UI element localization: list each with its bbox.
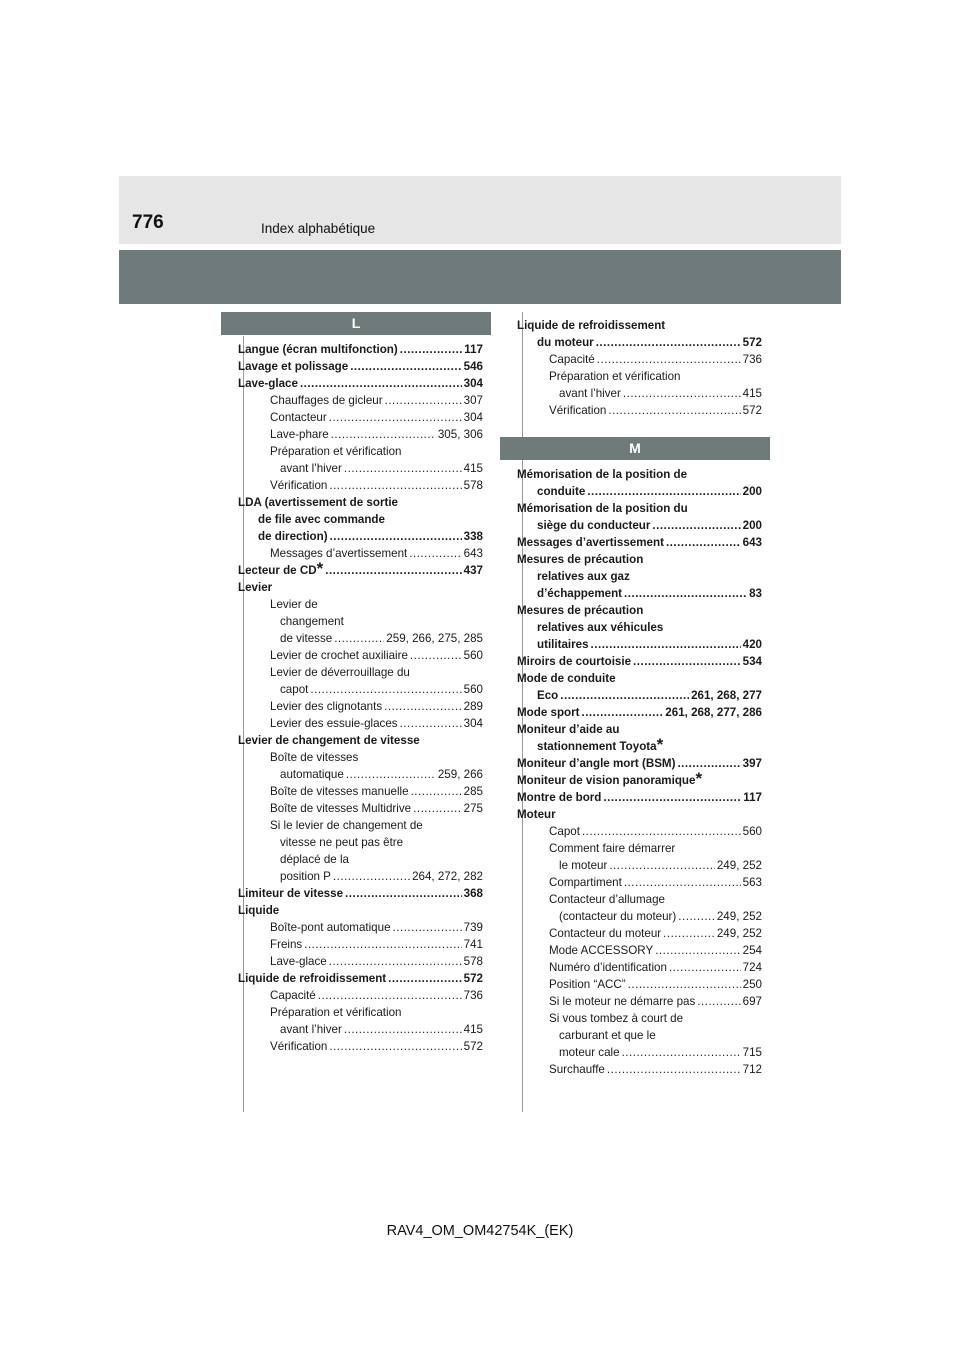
index-entry-text: Messages d’avertissement — [270, 547, 408, 560]
index-entry-text: (contacteur du moteur) — [559, 910, 677, 923]
index-entry-page: 643 — [463, 547, 483, 560]
index-leader-dots — [669, 959, 741, 976]
section-L-entries — [238, 335, 483, 1055]
index-entry — [517, 687, 762, 704]
index-leader-dots — [333, 868, 410, 885]
index-entry: Moniteur de vision panoramique * — [517, 769, 703, 788]
index-entry-text: Chauffages de gicleur — [270, 394, 383, 407]
index-leader-dots — [344, 460, 462, 477]
index-entry — [517, 636, 762, 653]
index-entry-text: Boîte-pont automatique — [270, 921, 391, 934]
index-leader-dots — [652, 517, 740, 534]
index-leader-dots — [663, 925, 715, 942]
index-entry-text: moteur cale — [559, 1046, 620, 1059]
index-entry-page: 200 — [742, 485, 762, 498]
index-entry-page: 560 — [742, 825, 762, 838]
index-entry — [517, 670, 762, 687]
index-entry-page: 200 — [742, 519, 762, 532]
index-entry — [238, 953, 483, 970]
index-leader-dots — [582, 823, 741, 840]
index-entry-text: Mesures de précaution — [517, 553, 644, 566]
index-entry-page: 578 — [463, 479, 483, 492]
index-entry-text: Vérification — [270, 479, 328, 492]
index-entry-text: LDA (avertissement de sortie — [238, 496, 399, 509]
index-entry-text: carburant et que le — [559, 1029, 656, 1042]
index-entry — [238, 800, 483, 817]
index-entry — [517, 993, 762, 1010]
index-entry — [238, 970, 483, 987]
index-entry-text: d’échappement — [537, 587, 623, 600]
index-entry-text: Moteur — [517, 808, 556, 821]
index-entry-text: Eco — [537, 689, 559, 702]
index-leader-dots — [318, 987, 462, 1004]
index-entry-page: 415 — [742, 387, 762, 400]
index-entry — [517, 317, 762, 334]
index-entry — [238, 358, 483, 375]
index-entry-text: Lave-glace — [270, 955, 327, 968]
index-entry-page: 305, 306 — [437, 428, 483, 441]
index-entry-page: 578 — [463, 955, 483, 968]
index-entry-text: relatives aux véhicules — [537, 621, 664, 634]
index-leader-dots — [400, 715, 462, 732]
index-entry-text: Moniteur de vision panoramique — [517, 774, 696, 787]
index-entry-page: 712 — [742, 1063, 762, 1076]
index-entry — [517, 585, 762, 602]
index-entry-page: 250 — [742, 978, 762, 991]
index-entry — [517, 925, 762, 942]
index-leader-dots — [623, 385, 741, 402]
index-entry — [238, 443, 483, 460]
index-entry-text: Mode de conduite — [517, 672, 616, 685]
index-entry-text: de direction) — [258, 530, 328, 543]
index-entry-text: Compartiment — [549, 876, 622, 889]
index-entry — [238, 1038, 483, 1055]
index-entry-text: Liquide de refroidissement — [517, 319, 666, 332]
index-entry-page: 338 — [463, 530, 483, 543]
index-entry-text: Boîte de vitesses — [270, 751, 359, 764]
index-entry-text: Limiteur de vitesse — [238, 887, 344, 900]
index-leader-dots — [329, 477, 461, 494]
index-entry-text: Lave-phare — [270, 428, 329, 441]
index-leader-dots — [384, 698, 462, 715]
index-entry — [517, 976, 762, 993]
index-entry-text: utilitaires — [537, 638, 589, 651]
index-entry-text: changement — [280, 615, 344, 628]
index-entry — [238, 664, 483, 681]
index-entry — [238, 681, 483, 698]
index-entry-text: capot — [280, 683, 309, 696]
index-entry — [517, 806, 762, 823]
index-entry — [238, 579, 483, 596]
index-leader-dots — [346, 766, 436, 783]
index-entry-text: de file avec commande — [258, 513, 385, 526]
index-leader-dots — [609, 857, 715, 874]
index-entry — [517, 840, 762, 857]
index-entry-text: Contacteur — [270, 411, 327, 424]
index-entry-text: Liquide de refroidissement — [238, 972, 387, 985]
index-entry-page: 415 — [463, 462, 483, 475]
index-entry-page: 259, 266 — [437, 768, 483, 781]
index-entry-text: Contacteur d’allumage — [549, 893, 666, 906]
index-entry-text: Mémorisation de la position du — [517, 502, 688, 515]
index-entry-text: relatives aux gaz — [537, 570, 630, 583]
index-entry-page: 415 — [463, 1023, 483, 1036]
index-entry — [517, 500, 762, 517]
index-leader-dots — [596, 334, 741, 351]
index-leader-dots — [350, 358, 461, 375]
index-entry-page: 715 — [742, 1046, 762, 1059]
index-entry-text: Freins — [270, 938, 303, 951]
index-leader-dots — [633, 653, 741, 670]
index-entry — [517, 402, 762, 419]
index-entry-text: Boîte de vitesses Multidrive — [270, 802, 412, 815]
index-entry-text: de vitesse — [280, 632, 333, 645]
index-leader-dots — [330, 528, 462, 545]
index-entry-page: 307 — [463, 394, 483, 407]
index-entry — [517, 891, 762, 908]
index-entry-page: 437 — [463, 564, 483, 577]
index-entry — [238, 494, 483, 511]
index-leader-dots — [560, 687, 689, 704]
index-entry — [238, 375, 483, 392]
index-entry-text: siège du conducteur — [537, 519, 651, 532]
index-entry — [238, 477, 483, 494]
index-entry — [238, 630, 483, 647]
index-entry-page: 254 — [742, 944, 762, 957]
index-entry-text: Lecteur de CD — [238, 564, 317, 577]
index-entry — [517, 466, 762, 483]
index-entry-page: 697 — [742, 995, 762, 1008]
index-entry — [238, 511, 483, 528]
index-entry — [517, 908, 762, 925]
index-leader-dots — [300, 375, 462, 392]
index-entry-text: Levier de — [270, 598, 318, 611]
index-entry-text: Levier des essuie-glaces — [270, 717, 398, 730]
index-entry — [517, 368, 762, 385]
index-entry — [517, 619, 762, 636]
index-entry-page: 739 — [463, 921, 483, 934]
index-entry-page: 259, 266, 275, 285 — [386, 632, 483, 645]
index-entry: Lecteur de CD * ..... 437 — [238, 562, 483, 579]
index-entry-text: avant l’hiver — [559, 387, 621, 400]
index-entry — [238, 426, 483, 443]
index-entry — [238, 409, 483, 426]
index-entry — [238, 885, 483, 902]
index-entry-text: Capacité — [270, 989, 316, 1002]
index-entry-page: 741 — [463, 938, 483, 951]
index-entry — [238, 834, 483, 851]
index-entry-page: 560 — [463, 683, 483, 696]
index-leader-dots — [334, 630, 384, 647]
index-entry — [238, 460, 483, 477]
section-header-M: M — [500, 437, 770, 460]
index-leader-dots — [591, 636, 741, 653]
index-entry-text: Contacteur du moteur — [549, 927, 662, 940]
index-entry-text: Vérification — [549, 404, 607, 417]
index-entry — [517, 942, 762, 959]
index-entry-text: Mémorisation de la position de — [517, 468, 688, 481]
index-entry-text: Mesures de précaution — [517, 604, 644, 617]
index-entry-page: 304 — [463, 411, 483, 424]
index-entry-page: 736 — [742, 353, 762, 366]
index-entry-text: stationnement Toyota — [537, 740, 657, 753]
index-entry — [517, 568, 762, 585]
index-entry-text: Levier de déverrouillage du — [270, 666, 410, 679]
index-entry-page: 289 — [463, 700, 483, 713]
index-entry-page: 261, 268, 277 — [691, 689, 762, 702]
index-entry-page: 572 — [742, 404, 762, 417]
index-entry-text: Si le moteur ne démarre pas — [549, 995, 696, 1008]
index-entry — [238, 732, 483, 749]
index-entry — [238, 919, 483, 936]
index-entry-text: Si le levier de changement de — [270, 819, 423, 832]
header-band — [119, 250, 841, 304]
index-entry — [517, 1010, 762, 1027]
index-entry-text: Capacité — [549, 353, 595, 366]
index-entry — [238, 936, 483, 953]
index-entry-text: Levier — [238, 581, 273, 594]
index-leader-dots — [624, 585, 747, 602]
index-leader-dots — [329, 1038, 461, 1055]
section-M-entries — [517, 460, 762, 1078]
index-entry-page: 563 — [742, 876, 762, 889]
index-entry — [517, 755, 762, 772]
index-entry — [517, 1027, 762, 1044]
index-entry-text: Moniteur d’angle mort (BSM) — [517, 757, 676, 770]
index-entry — [517, 334, 762, 351]
index-entry-page: 572 — [742, 336, 762, 349]
index-entry-text: Levier de crochet auxiliaire — [270, 649, 408, 662]
index-entry — [517, 602, 762, 619]
index-leader-dots — [409, 545, 461, 562]
index-entry-page: 420 — [742, 638, 762, 651]
index-entry — [238, 341, 483, 358]
index-leader-dots — [411, 783, 462, 800]
index-entry — [517, 823, 762, 840]
index-entry-page: 546 — [463, 360, 483, 373]
index-entry-text: le moteur — [559, 859, 608, 872]
index-entry-text: avant l’hiver — [280, 1023, 342, 1036]
page-title: Index alphabétique — [261, 221, 376, 236]
index-entry-text: vitesse ne peut pas être — [280, 836, 404, 849]
index-entry — [238, 698, 483, 715]
index-leader-dots — [345, 885, 462, 902]
index-entry-text: Montre de bord — [517, 791, 602, 804]
index-entry: stationnement Toyota * — [537, 735, 664, 754]
index-leader-dots — [344, 1021, 462, 1038]
index-entry-text: Liquide — [238, 904, 280, 917]
index-entry-page: 643 — [742, 536, 762, 549]
index-entry — [238, 613, 483, 630]
index-leader-dots — [310, 681, 461, 698]
index-entry-text: Langue (écran multifonction) — [238, 343, 398, 356]
index-entry-page: 304 — [463, 377, 483, 390]
index-entry — [517, 789, 762, 806]
index-entry-text: Boîte de vitesses manuelle — [270, 785, 409, 798]
index-entry — [238, 868, 483, 885]
index-leader-dots — [325, 562, 461, 579]
index-entry — [517, 959, 762, 976]
index-entry-text: Levier des clignotants — [270, 700, 383, 713]
index-entry-page: 736 — [463, 989, 483, 1002]
index-leader-dots — [624, 874, 741, 891]
index-leader-dots — [304, 936, 461, 953]
section-header-L: L — [221, 312, 491, 335]
index-entry — [517, 653, 762, 670]
index-entry-text: Vérification — [270, 1040, 328, 1053]
index-entry-text: déplacé de la — [280, 853, 349, 866]
index-entry — [238, 749, 483, 766]
index-entry — [238, 1021, 483, 1038]
index-column-right — [517, 312, 762, 1078]
index-entry — [517, 534, 762, 551]
index-entry-text: avant l’hiver — [280, 462, 342, 475]
index-leader-dots — [329, 409, 462, 426]
document-code: RAV4_OM_OM42754K_(EK) — [386, 1223, 574, 1239]
index-entry — [238, 596, 483, 613]
index-leader-dots — [608, 402, 740, 419]
index-entry-page: 572 — [463, 972, 483, 985]
index-leader-dots — [603, 789, 741, 806]
index-column-left — [238, 312, 483, 1055]
index-entry — [517, 857, 762, 874]
index-entry-page: 397 — [742, 757, 762, 770]
index-entry — [238, 715, 483, 732]
index-entry-page: 83 — [749, 587, 762, 600]
index-entry-text: Mode sport — [517, 706, 580, 719]
index-entry-page: 249, 252 — [716, 927, 762, 940]
index-entry-text: Miroirs de courtoisie — [517, 655, 632, 668]
index-entry-page: 264, 272, 282 — [412, 870, 483, 883]
index-leader-dots — [385, 392, 462, 409]
index-entry-text: Comment faire démarrer — [549, 842, 676, 855]
index-entry — [238, 647, 483, 664]
index-entry — [517, 721, 762, 738]
index-entry — [238, 987, 483, 1004]
index-entry-text: Préparation et vérification — [270, 445, 402, 458]
index-entry-page: 560 — [463, 649, 483, 662]
index-leader-dots — [581, 704, 663, 721]
index-entry-page: 261, 268, 277, 286 — [665, 706, 762, 719]
index-leader-dots — [413, 800, 462, 817]
index-entry — [517, 517, 762, 534]
index-entry-text: Lavage et polissage — [238, 360, 349, 373]
index-entry-text: automatique — [280, 768, 344, 781]
index-entry-page: 285 — [463, 785, 483, 798]
index-leader-dots — [622, 1044, 741, 1061]
section-L-continued-entries — [517, 312, 762, 419]
index-entry-text: Surchauffe — [549, 1063, 605, 1076]
page-header — [119, 176, 841, 244]
index-entry-text: Si vous tombez à court de — [549, 1012, 684, 1025]
index-entry-page: 249, 252 — [716, 859, 762, 872]
index-entry — [238, 783, 483, 800]
index-leader-dots — [587, 483, 740, 500]
index-entry — [517, 1044, 762, 1061]
index-leader-dots — [666, 534, 741, 551]
index-entry — [238, 851, 483, 868]
index-entry-page: 368 — [463, 887, 483, 900]
index-entry — [517, 385, 762, 402]
index-entry — [517, 551, 762, 568]
index-entry — [517, 483, 762, 500]
index-leader-dots — [697, 993, 740, 1010]
index-entry-text: Numéro d’identification — [549, 961, 667, 974]
index-entry-page: 534 — [742, 655, 762, 668]
index-entry — [238, 392, 483, 409]
index-leader-dots — [677, 755, 740, 772]
index-entry — [238, 817, 483, 834]
index-entry-text: position P — [280, 870, 331, 883]
index-entry-text: Mode ACCESSORY — [549, 944, 654, 957]
index-entry — [238, 545, 483, 562]
page-number: 776 — [132, 212, 164, 233]
index-entry-page: 117 — [743, 791, 762, 804]
index-entry-text: Préparation et vérification — [549, 370, 681, 383]
index-entry-page: 572 — [463, 1040, 483, 1053]
index-entry-text: du moteur — [537, 336, 594, 349]
index-entry-page: 249, 252 — [716, 910, 762, 923]
index-entry-text: Position “ACC” — [549, 978, 626, 991]
index-leader-dots — [678, 908, 715, 925]
index-leader-dots — [329, 953, 462, 970]
index-entry — [517, 704, 762, 721]
index-entry-text: Messages d’avertissement — [517, 536, 664, 549]
index-entry-page: 117 — [464, 343, 483, 356]
index-entry — [238, 766, 483, 783]
index-leader-dots — [597, 351, 741, 368]
index-entry-page: 304 — [463, 717, 483, 730]
index-entry — [517, 351, 762, 368]
index-leader-dots — [628, 976, 741, 993]
index-entry — [517, 874, 762, 891]
index-leader-dots — [388, 970, 461, 987]
index-entry-page: 275 — [463, 802, 483, 815]
index-entry-text: Capot — [549, 825, 580, 838]
index-entry — [517, 1061, 762, 1078]
index-leader-dots — [410, 647, 462, 664]
index-leader-dots — [607, 1061, 741, 1078]
index-entry-text: Préparation et vérification — [270, 1006, 402, 1019]
index-leader-dots — [393, 919, 462, 936]
index-entry-page: 724 — [742, 961, 762, 974]
index-entry-text: Moniteur d’aide au — [517, 723, 620, 736]
index-leader-dots — [400, 341, 463, 358]
index-entry-text: Levier de changement de vitesse — [238, 734, 420, 747]
index-entry — [238, 902, 483, 919]
index-entry — [238, 528, 483, 545]
index-leader-dots — [331, 426, 436, 443]
index-entry-text: Lave-glace — [238, 377, 298, 390]
index-entry — [238, 1004, 483, 1021]
index-entry-text: conduite — [537, 485, 586, 498]
index-leader-dots — [655, 942, 740, 959]
